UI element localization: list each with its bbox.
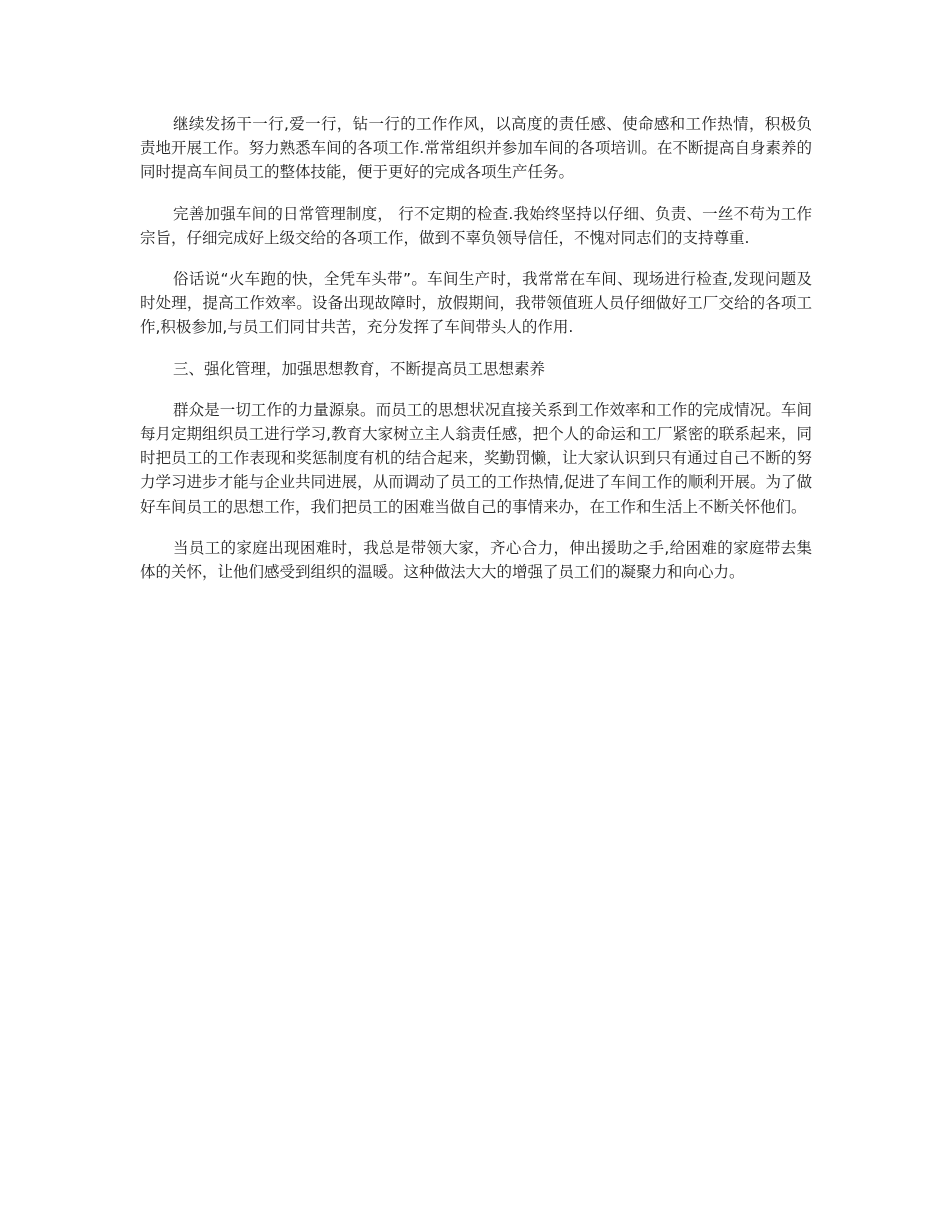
paragraph-3: 俗话说“火车跑的快，全凭车头带”。车间生产时，我常常在车间、现场进行检查,发现问题及时处理，提高工作效率。设备出现故障时，放假期间，我带领值班人员仔细做好工厂交给的各项工作,积极参加,与员工们同甘共苦，充分发挥了车间带头人的作用. <box>140 270 812 337</box>
section-heading: 三、强化管理，加强思想教育，不断提高员工思想素养 <box>173 359 546 378</box>
document-body <box>140 112 812 601</box>
paragraph-2: 完善加强车间的日常管理制度， 行不定期的检查.我始终坚持以仔细、负责、一丝不苟为工作宗旨，仔细完成好上级交给的各项工作，做到不辜负领导信任，不愧对同志们的支持尊重. <box>140 204 812 247</box>
paragraph-4: 群众是一切工作的力量源泉。而员工的思想状况直接关系到工作效率和工作的完成情况。车间每月定期组织员工进行学习,教育大家树立主人翁责任感，把个人的命运和工厂紧密的联系起来，同时把员工的工作表现和奖惩制度有机的结合起来，奖勤罚懒，让大家认识到只有通过自己不断的努力学习进步才能与企业共同进展，从而调动了员工的工作热情,促进了车间工作的顺利开展。为了做好车间员工的思想工作，我们把员工的困难当做自己的事情来办，在工作和生活上不断关怀他们。 <box>140 400 812 516</box>
paragraph-5: 当员工的家庭出现困难时，我总是带领大家，齐心合力，伸出援助之手,给困难的家庭带去集体的关怀，让他们感受到组织的温暖。这种做法大大的增强了员工们的凝聚力和向心力。 <box>140 538 812 582</box>
paragraph-1: 继续发扬干一行,爱一行，钻一行的工作作风，以高度的责任感、使命感和工作热情，积极负责地开展工作。努力熟悉车间的各项工作.常常组织并参加车间的各项培训。在不断提高自身素养的同时提高车间员工的整体技能，便于更好的完成各项生产任务。 <box>140 115 812 182</box>
